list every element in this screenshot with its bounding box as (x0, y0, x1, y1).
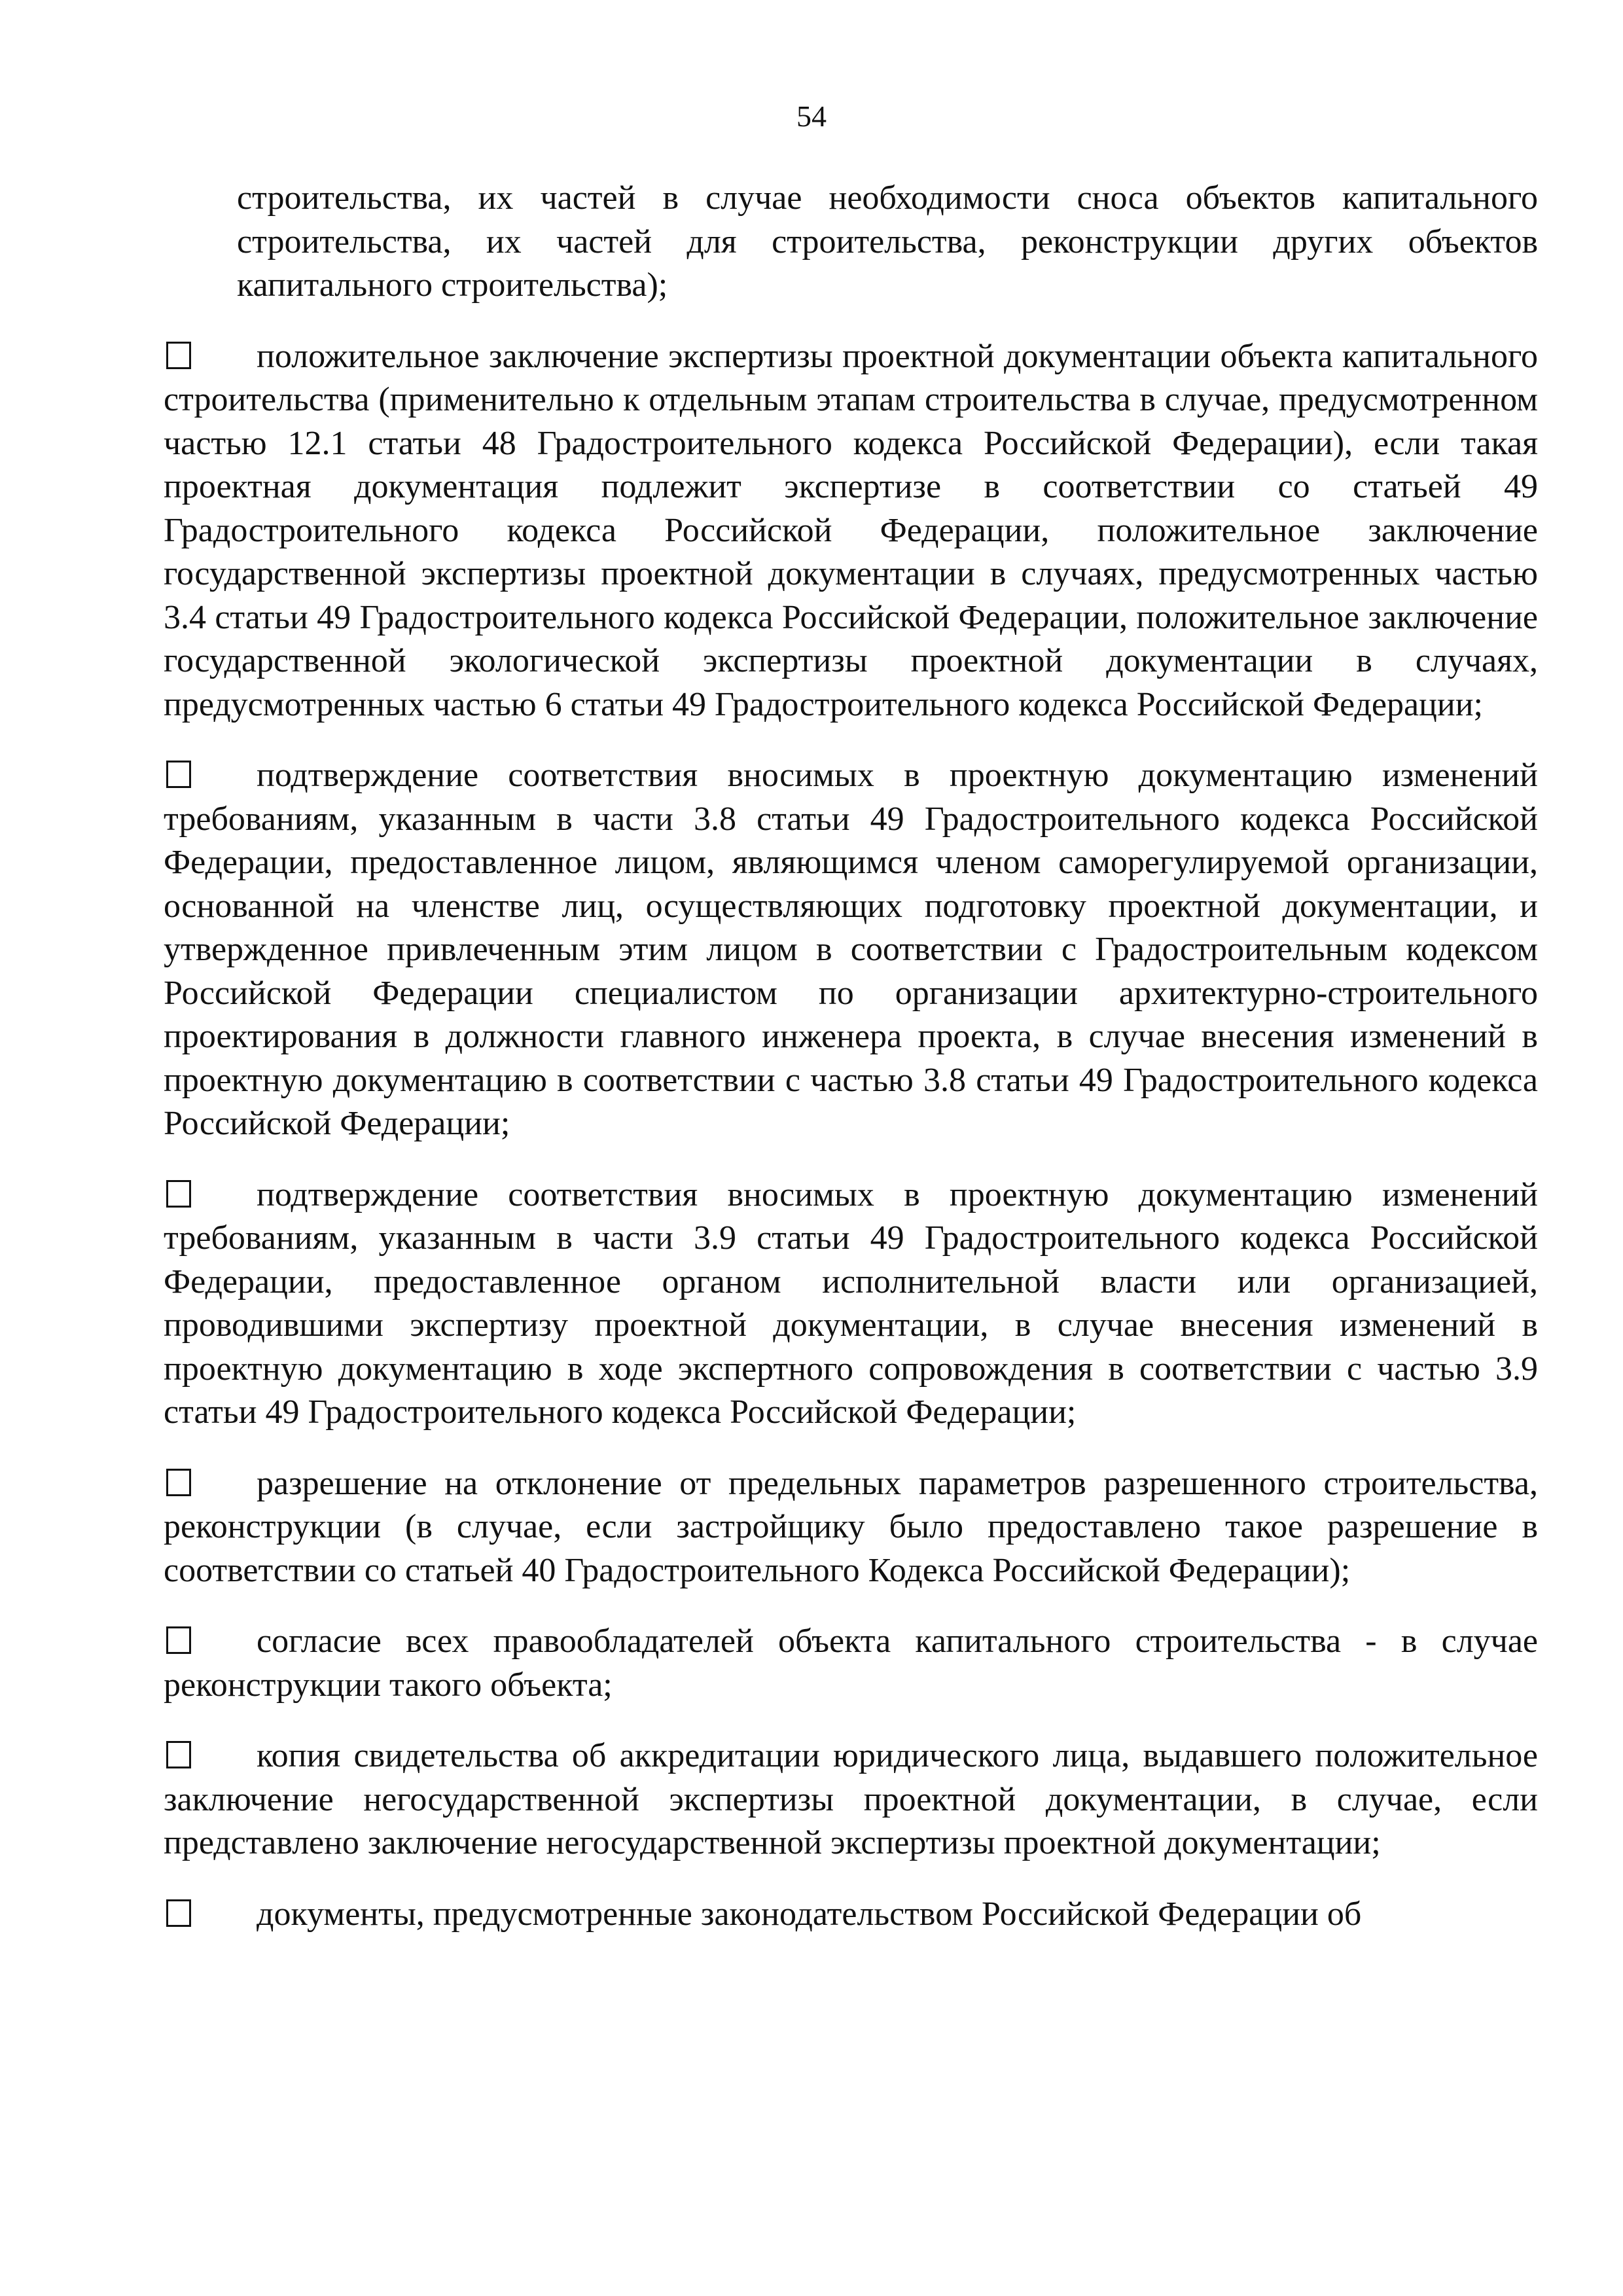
checklist-item-text: разрешение на отклонение от предельных параметров разрешенного строительства, реконструкции (в случае, если застройщику было предоставлено такое разрешение в соответствии со статьей 40 Градостроительного Кодекса Российской Федерации); (164, 1464, 1538, 1589)
checklist-item-accreditation-copy (164, 1734, 1538, 1865)
checkbox[interactable] (166, 342, 191, 369)
checklist-item-changes-part-3-9 (164, 1174, 1538, 1435)
checkbox[interactable] (166, 1626, 191, 1654)
document-body (164, 177, 1538, 1964)
page-number: 54 (796, 99, 827, 133)
checklist-item-text: документы, предусмотренные законодательством Российской Федерации об (257, 1895, 1362, 1933)
checklist-item-changes-part-3-8 (164, 754, 1538, 1146)
checklist-item-text: подтверждение соответствия вносимых в проектную документацию изменений требованиям, указанным в части 3.8 статьи 49 Градостроительного кодекса Российской Федерации, предоставленное лицом, являющимся членом саморегулируемой организации, основанной на членстве лиц, осуществляющих подготовку проектной документации, и утвержденное привлеченным этим лицом в соответствии с Градостроительным кодексом Российской Федерации специалистом по организации архитектурно-строительного проектирования в должности главного инженера проекта, в случае внесения изменений в проектную документацию в соответствии с частью 3.8 статьи 49 Градостроительного кодекса Российской Федерации; (164, 757, 1538, 1142)
checklist-item-text: подтверждение соответствия вносимых в проектную документацию изменений требованиям, указанным в части 3.9 статьи 49 Градостроительного кодекса Российской Федерации, предоставленное органом исполнительной власти или организацией, проводившими экспертизу проектной документации, в случае внесения изменений в проектную документацию в ходе экспертного сопровождения в соответствии с частью 3.9 статьи 49 Градостроительного кодекса Российской Федерации; (164, 1175, 1538, 1431)
checklist-item-deviation-permit (164, 1462, 1538, 1593)
checklist-item-text: положительное заключение экспертизы проектной документации объекта капитального строительства (применительно к отдельным этапам строительства в случае, предусмотренном частью 12.1 статьи 48 Градостроительного кодекса Российской Федерации), если такая проектная документация подлежит экспертизе в соответствии со статьей 49 Градостроительного кодекса Российской Федерации, положительное заключение государственной экспертизы проектной документации в случаях, предусмотренных частью 3.4 статьи 49 Градостроительного кодекса Российской Федерации, положительное заключение государственной экологической экспертизы проектной документации в случаях, предусмотренных частью 6 статьи 49 Градостроительного кодекса Российской Федерации; (164, 337, 1538, 723)
checkbox[interactable] (166, 1741, 191, 1768)
checkbox[interactable] (166, 761, 191, 788)
checklist-item-text: копия свидетельства об аккредитации юридического лица, выдавшего положительное заключение негосударственной экспертизы проектной документации, в случае, если представлено заключение негосударственной экспертизы проектной документации; (164, 1737, 1538, 1861)
checklist-item-legislation-documents (164, 1893, 1538, 1937)
checklist-item-owners-consent (164, 1620, 1538, 1707)
checkbox[interactable] (166, 1180, 191, 1208)
checkbox[interactable] (166, 1899, 191, 1927)
checkbox[interactable] (166, 1469, 191, 1496)
checklist-item-text: согласие всех правообладателей объекта капитального строительства - в случае реконструкции такого объекта; (164, 1623, 1538, 1704)
checklist-item-positive-expertise (164, 335, 1538, 727)
continued-paragraph: строительства, их частей в случае необходимости сноса объектов капитального строительства, их частей для строительства, реконструкции других объектов капитального строительства); (237, 179, 1538, 304)
